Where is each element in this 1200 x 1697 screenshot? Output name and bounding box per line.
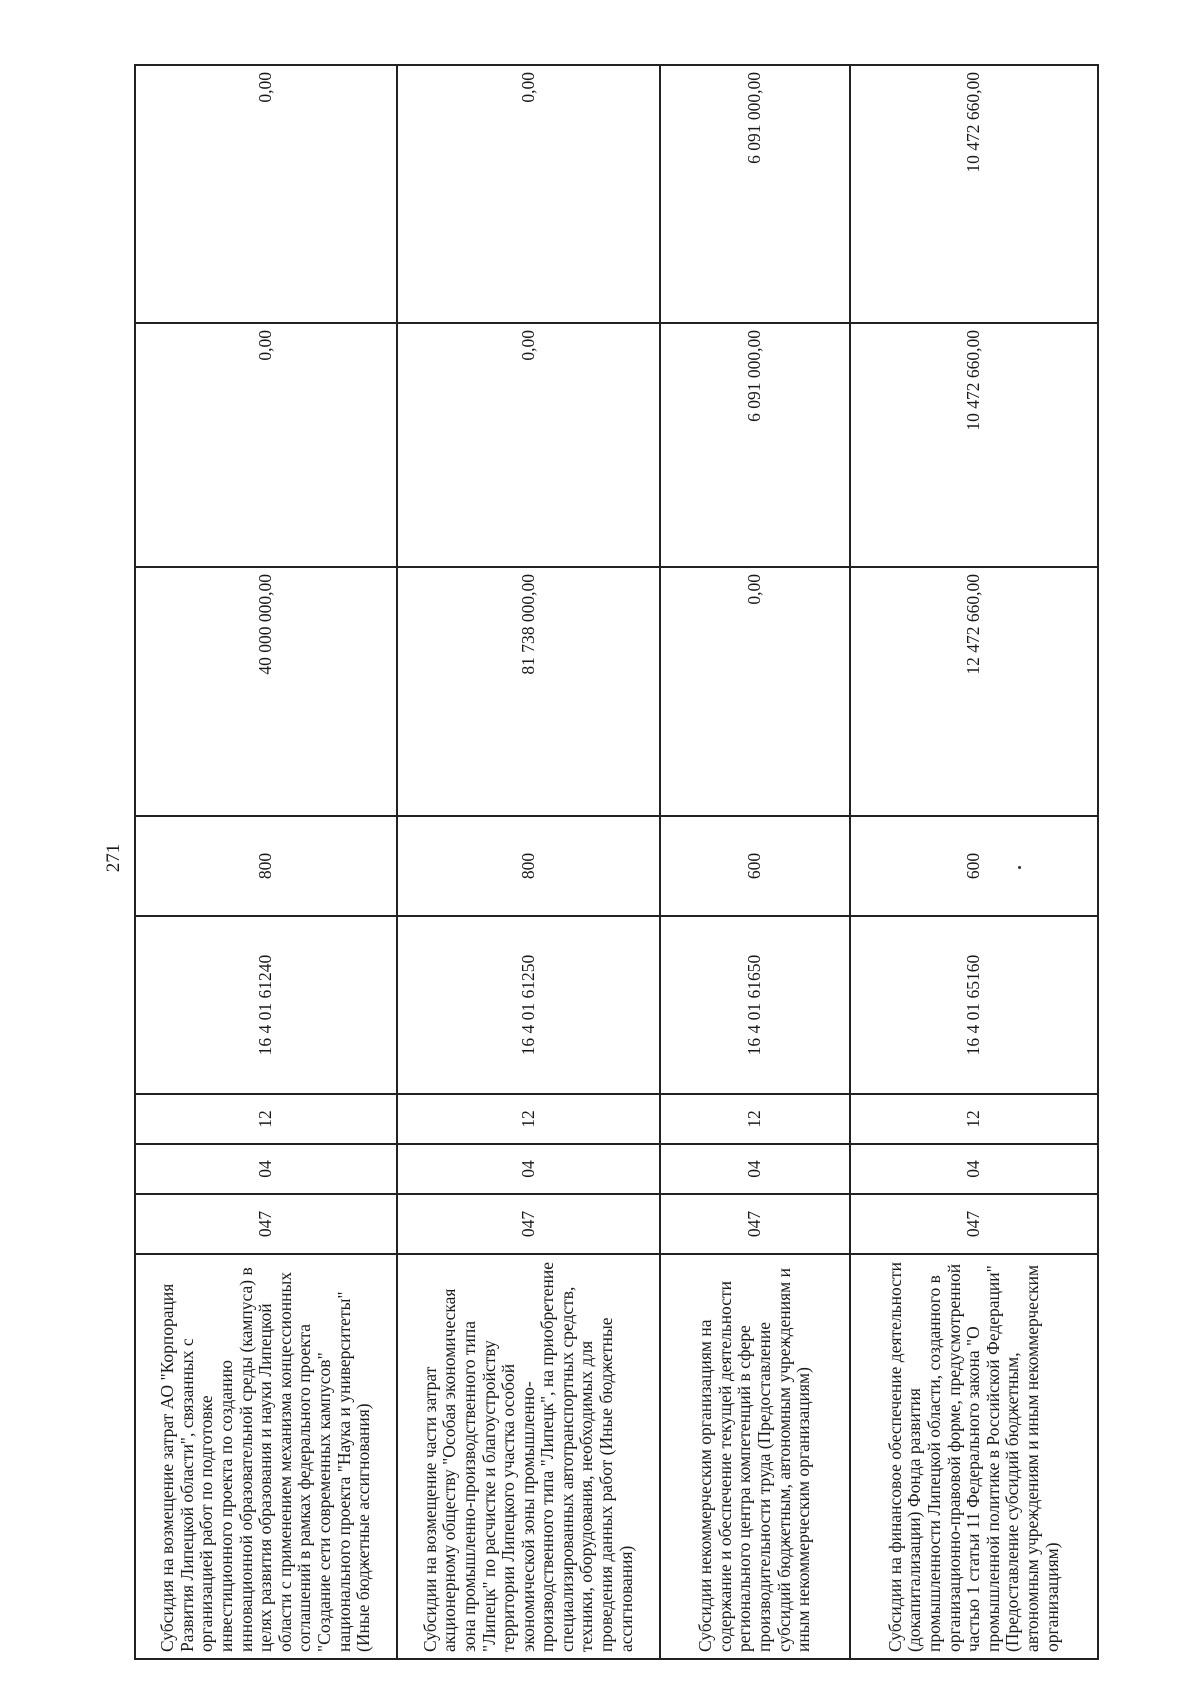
target-article-code: 16 4 01 65160 bbox=[850, 916, 1098, 1094]
budget-table-container bbox=[134, 66, 1097, 1660]
amount-year-1: 0,00 bbox=[660, 567, 850, 816]
table-row bbox=[660, 65, 850, 1659]
expense-type-code: 600 bbox=[660, 816, 850, 916]
expense-type-code: 800 bbox=[135, 816, 397, 916]
section-code: 04 bbox=[135, 1144, 397, 1194]
expense-type-code: 800 bbox=[397, 816, 660, 916]
subsection-code: 12 bbox=[135, 1094, 397, 1144]
ministry-code: 047 bbox=[135, 1194, 397, 1254]
amount-year-3: 10 472 660,00 bbox=[850, 65, 1098, 323]
amount-year-2: 0,00 bbox=[135, 323, 397, 567]
target-article-code: 16 4 01 61250 bbox=[397, 916, 660, 1094]
expense-type-code: 600 bbox=[850, 816, 1098, 916]
row-description: Субсидии некоммерческим организациям на содержание и обеспечение текущей деятельности регионального центра компетенций в сфере производительности труда (Предоставление субсидий бюджетным, автономным учреждениям и иным некоммерческим организациям) bbox=[660, 1254, 850, 1659]
ministry-code: 047 bbox=[850, 1194, 1098, 1254]
amount-year-3: 0,00 bbox=[397, 65, 660, 323]
section-code: 04 bbox=[850, 1144, 1098, 1194]
amount-year-2: 0,00 bbox=[397, 323, 660, 567]
page-number: 271 bbox=[103, 843, 124, 873]
row-description: Субсидии на возмещение части затрат акционерному обществу "Особая экономическая зона промышленно-производственного типа "Липецк" по расчистке и благоустройству территории Липецкого участка особой экономической зоны промышленно-производственного типа "Липецк", на приобретение специализированных автотранспортных средств, техники, оборудования, необходимых для проведения данных работ (Иные бюджетные ассигнования) bbox=[397, 1254, 660, 1659]
amount-year-2: 10 472 660,00 bbox=[850, 323, 1098, 567]
row-description: Субсидия на возмещение затрат АО "Корпорация Развития Липецкой области", связанных с организацией работ по подготовке инвестиционного проекта по созданию инновационной образовательной среды (кампуса) в целях развития образования и науки Липецкой области с применением механизма концессионных соглашений в рамках федерального проекта "Создание сети современных кампусов" национального проекта "Наука и университеты" (Иные бюджетные ассигнования) bbox=[135, 1254, 397, 1659]
amount-year-1: 81 738 000,00 bbox=[397, 567, 660, 816]
amount-year-1: 12 472 660,00 bbox=[850, 567, 1098, 816]
subsection-code: 12 bbox=[397, 1094, 660, 1144]
target-article-code: 16 4 01 61240 bbox=[135, 916, 397, 1094]
amount-year-3: 0,00 bbox=[135, 65, 397, 323]
amount-year-2: 6 091 000,00 bbox=[660, 323, 850, 567]
subsection-code: 12 bbox=[850, 1094, 1098, 1144]
amount-year-3: 6 091 000,00 bbox=[660, 65, 850, 323]
ministry-code: 047 bbox=[397, 1194, 660, 1254]
budget-table bbox=[134, 64, 1099, 1660]
ministry-code: 047 bbox=[660, 1194, 850, 1254]
section-code: 04 bbox=[397, 1144, 660, 1194]
amount-year-1: 40 000 000,00 bbox=[135, 567, 397, 816]
row-description: Субсидии на финансовое обеспечение деятельности (докапитализации) Фонда развития промышленности Липецкой области, созданного в организационно-правовой форме, предусмотренной частью 1 статьи 11 Федерального закона "О промышленной политике в Российской Федерации" (Предоставление субсидий бюджетным, автономным учреждениям и иным некоммерческим организациям) bbox=[850, 1254, 1098, 1659]
table-row bbox=[850, 65, 1098, 1659]
target-article-code: 16 4 01 61650 bbox=[660, 916, 850, 1094]
table-row bbox=[397, 65, 660, 1659]
section-code: 04 bbox=[660, 1144, 850, 1194]
subsection-code: 12 bbox=[660, 1094, 850, 1144]
table-row bbox=[135, 65, 397, 1659]
